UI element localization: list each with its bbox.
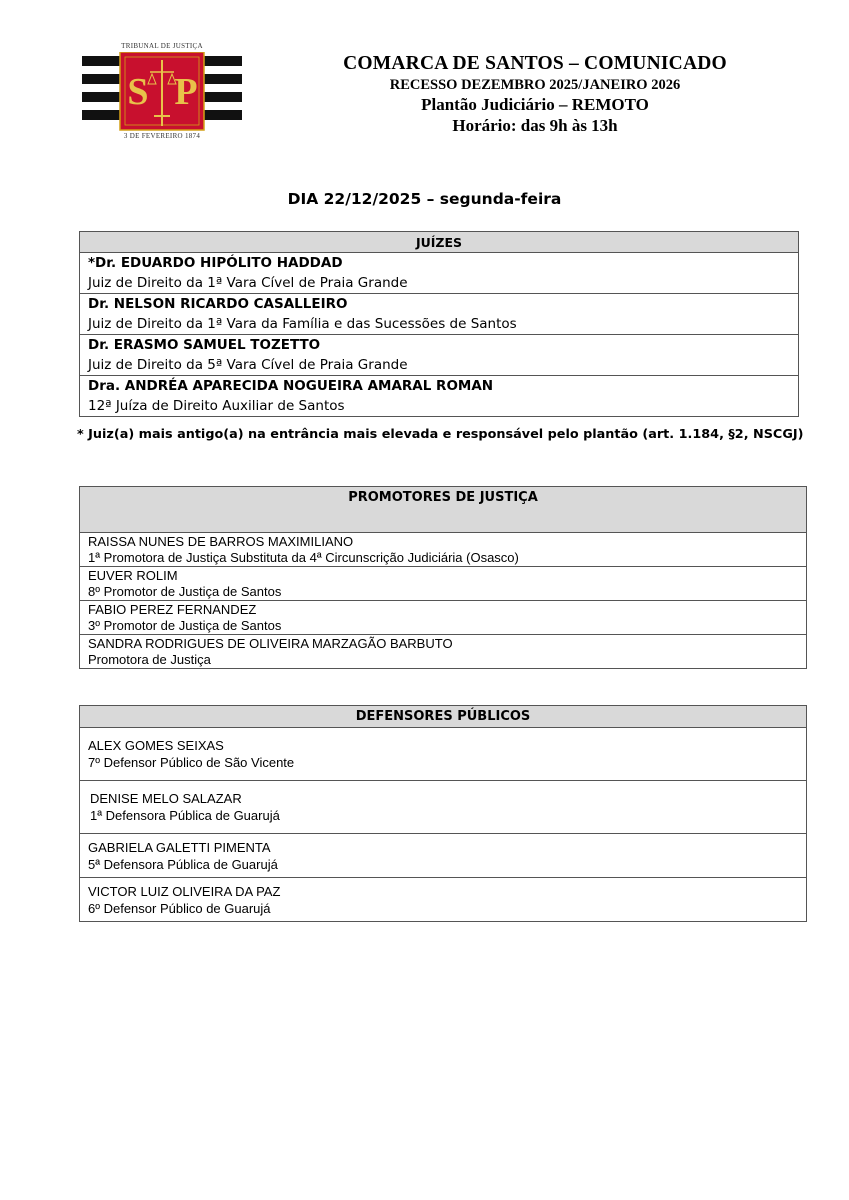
defender-role: 7º Defensor Público de São Vicente [88, 755, 295, 770]
promoters-table-header: PROMOTORES DE JUSTIÇA [80, 487, 807, 533]
judge-row [80, 376, 799, 417]
promoter-name: SANDRA RODRIGUES DE OLIVEIRA MARZAGÃO BARBUTO [88, 635, 453, 651]
logo-top-text: TRIBUNAL DE JUSTIÇA [121, 42, 203, 50]
promoter-row [80, 533, 807, 567]
promoter-role: Promotora de Justiça [88, 651, 211, 667]
promoter-name: RAISSA NUNES DE BARROS MAXIMILIANO [88, 533, 354, 549]
defender-role: 1ª Defensora Pública de Guarujá [90, 808, 280, 823]
defender-row [80, 834, 807, 878]
defenders-table [79, 705, 807, 922]
judge-role: 12ª Juíza de Direito Auxiliar de Santos [88, 398, 345, 414]
logo-letter-p: P [174, 71, 198, 113]
defender-role: 6º Defensor Público de Guarujá [88, 900, 271, 916]
logo-bottom-text: 3 DE FEVEREIRO 1874 [123, 132, 201, 140]
judge-row [80, 335, 799, 376]
judge-role: Juiz de Direito da 5ª Vara Cível de Praia Grande [88, 357, 408, 373]
defender-row [80, 781, 807, 834]
judges-footnote: * Juiz(a) mais antigo(a) na entrância mais elevada e responsável pelo plantão (art. 1.184, §2, NSCGJ) [77, 427, 804, 442]
tjsp-logo [82, 40, 242, 148]
promoter-name: FABIO PEREZ FERNANDEZ [88, 601, 257, 617]
promoter-row [80, 601, 807, 635]
defender-row [80, 878, 807, 922]
day-title: DIA 22/12/2025 – segunda-feira [287, 190, 562, 208]
judge-role: Juiz de Direito da 1ª Vara da Família e das Sucessões de Santos [88, 316, 517, 332]
header-subtitle: RECESSO DEZEMBRO 2025/JANEIRO 2026 [389, 77, 681, 93]
header-shift: Plantão Judiciário – REMOTO [421, 95, 649, 114]
defenders-table-header: DEFENSORES PÚBLICOS [80, 706, 807, 728]
judge-name: Dr. ERASMO SAMUEL TOZETTO [88, 337, 321, 353]
document-header [260, 52, 810, 136]
promoter-role: 1ª Promotora de Justiça Substituta da 4ª Circunscrição Judiciária (Osasco) [88, 549, 519, 565]
header-title: COMARCA DE SANTOS – COMUNICADO [343, 53, 727, 74]
header-hours: Horário: das 9h às 13h [452, 116, 618, 135]
logo-letter-s: S [127, 71, 149, 113]
promoters-table [79, 486, 807, 669]
promoter-row [80, 567, 807, 601]
judge-row [80, 253, 799, 294]
promoter-row [80, 635, 807, 669]
defender-role: 5ª Defensora Pública de Guarujá [88, 856, 278, 872]
defender-name: VICTOR LUIZ OLIVEIRA DA PAZ [88, 883, 281, 899]
promoter-role: 3º Promotor de Justiça de Santos [88, 617, 282, 633]
defender-name: ALEX GOMES SEIXAS [88, 738, 224, 753]
defender-row [80, 728, 807, 781]
defender-name: GABRIELA GALETTI PIMENTA [88, 839, 271, 855]
judge-name: Dr. NELSON RICARDO CASALLEIRO [88, 296, 348, 312]
judge-role: Juiz de Direito da 1ª Vara Cível de Praia Grande [88, 275, 408, 291]
judge-name: *Dr. EDUARDO HIPÓLITO HADDAD [88, 255, 343, 271]
promoter-name: EUVER ROLIM [88, 567, 178, 583]
judge-row [80, 294, 799, 335]
defender-name: DENISE MELO SALAZAR [90, 791, 242, 806]
promoter-role: 8º Promotor de Justiça de Santos [88, 583, 282, 599]
judges-table-header: JUÍZES [80, 232, 799, 253]
tjsp-seal-icon [82, 52, 242, 132]
judge-name: Dra. ANDRÉA APARECIDA NOGUEIRA AMARAL ROMAN [88, 378, 494, 394]
judges-table [79, 231, 799, 417]
